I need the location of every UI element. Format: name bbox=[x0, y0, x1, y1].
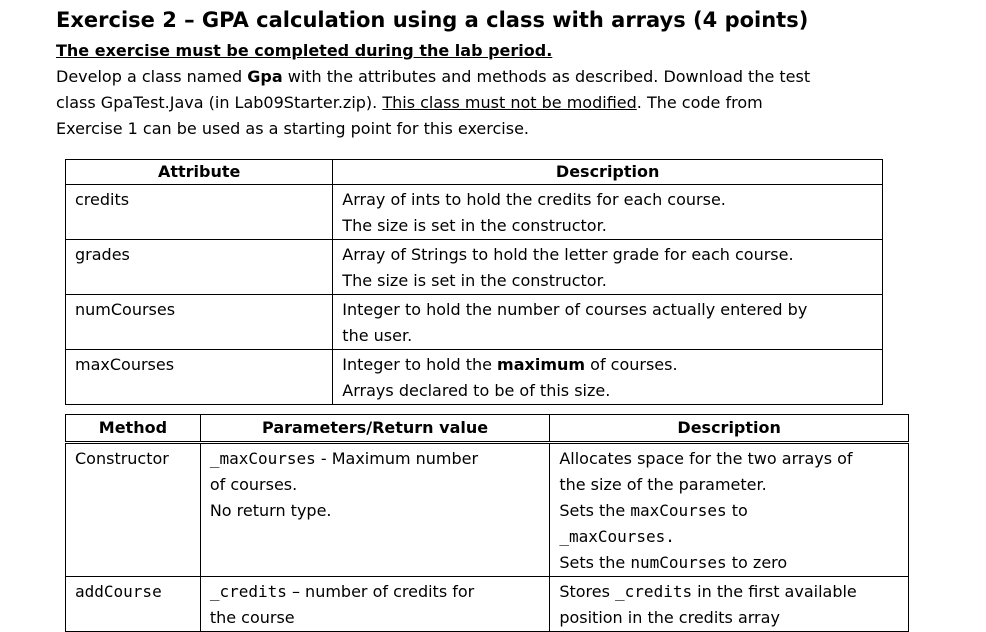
method-header: Method bbox=[66, 415, 201, 443]
parameters-header: Parameters/Return value bbox=[200, 415, 550, 443]
attribute-description: Array of ints to hold the credits for each course. The size is set in the constructor. bbox=[342, 190, 726, 235]
attribute-description: Array of Strings to hold the letter grade for each course. The size is set in the constructor. bbox=[342, 245, 794, 290]
attribute-name: maxCourses bbox=[75, 355, 175, 374]
method-description: Stores _credits in the first available position in the credits array bbox=[559, 582, 857, 627]
method-parameters: _credits – number of credits for the course bbox=[209, 582, 475, 627]
table-row bbox=[66, 240, 883, 295]
exercise-heading: Exercise 2 – GPA calculation using a class with arrays (4 points) bbox=[56, 8, 809, 32]
intro-line-3: Exercise 1 can be used as a starting point for this exercise. bbox=[56, 119, 529, 138]
attribute-name: credits bbox=[75, 190, 130, 209]
attribute-table bbox=[65, 159, 883, 405]
intro-line-2: class GpaTest.Java (in Lab09Starter.zip). This class must not be modified. The code from bbox=[56, 93, 763, 112]
table-row bbox=[66, 350, 883, 405]
intro-line-1: Develop a class named Gpa with the attributes and methods as described. Download the test bbox=[56, 67, 811, 86]
method-description-header: Description bbox=[550, 415, 909, 443]
attribute-name: numCourses bbox=[75, 300, 176, 319]
table-row bbox=[66, 185, 883, 240]
attribute-description: Integer to hold the maximum of courses. Arrays declared to be of this size. bbox=[342, 355, 678, 400]
table-row bbox=[66, 443, 909, 577]
table-row bbox=[66, 577, 909, 632]
method-name: Constructor bbox=[75, 449, 169, 468]
attribute-description-header: Description bbox=[333, 160, 883, 185]
attribute-description: Integer to hold the number of courses actually entered by the user. bbox=[342, 300, 808, 345]
attribute-name: grades bbox=[75, 245, 130, 264]
method-description: Allocates space for the two arrays of the size of the parameter. Sets the maxCourses to _maxCourses. Sets the numCourses to zero bbox=[559, 449, 853, 572]
method-parameters: _maxCourses - Maximum number of courses. No return type. bbox=[209, 449, 479, 520]
attribute-header: Attribute bbox=[66, 160, 333, 185]
method-name: addCourse bbox=[75, 582, 162, 601]
lab-period-note: The exercise must be completed during the lab period. bbox=[56, 41, 553, 60]
method-table bbox=[65, 414, 909, 632]
table-row bbox=[66, 295, 883, 350]
